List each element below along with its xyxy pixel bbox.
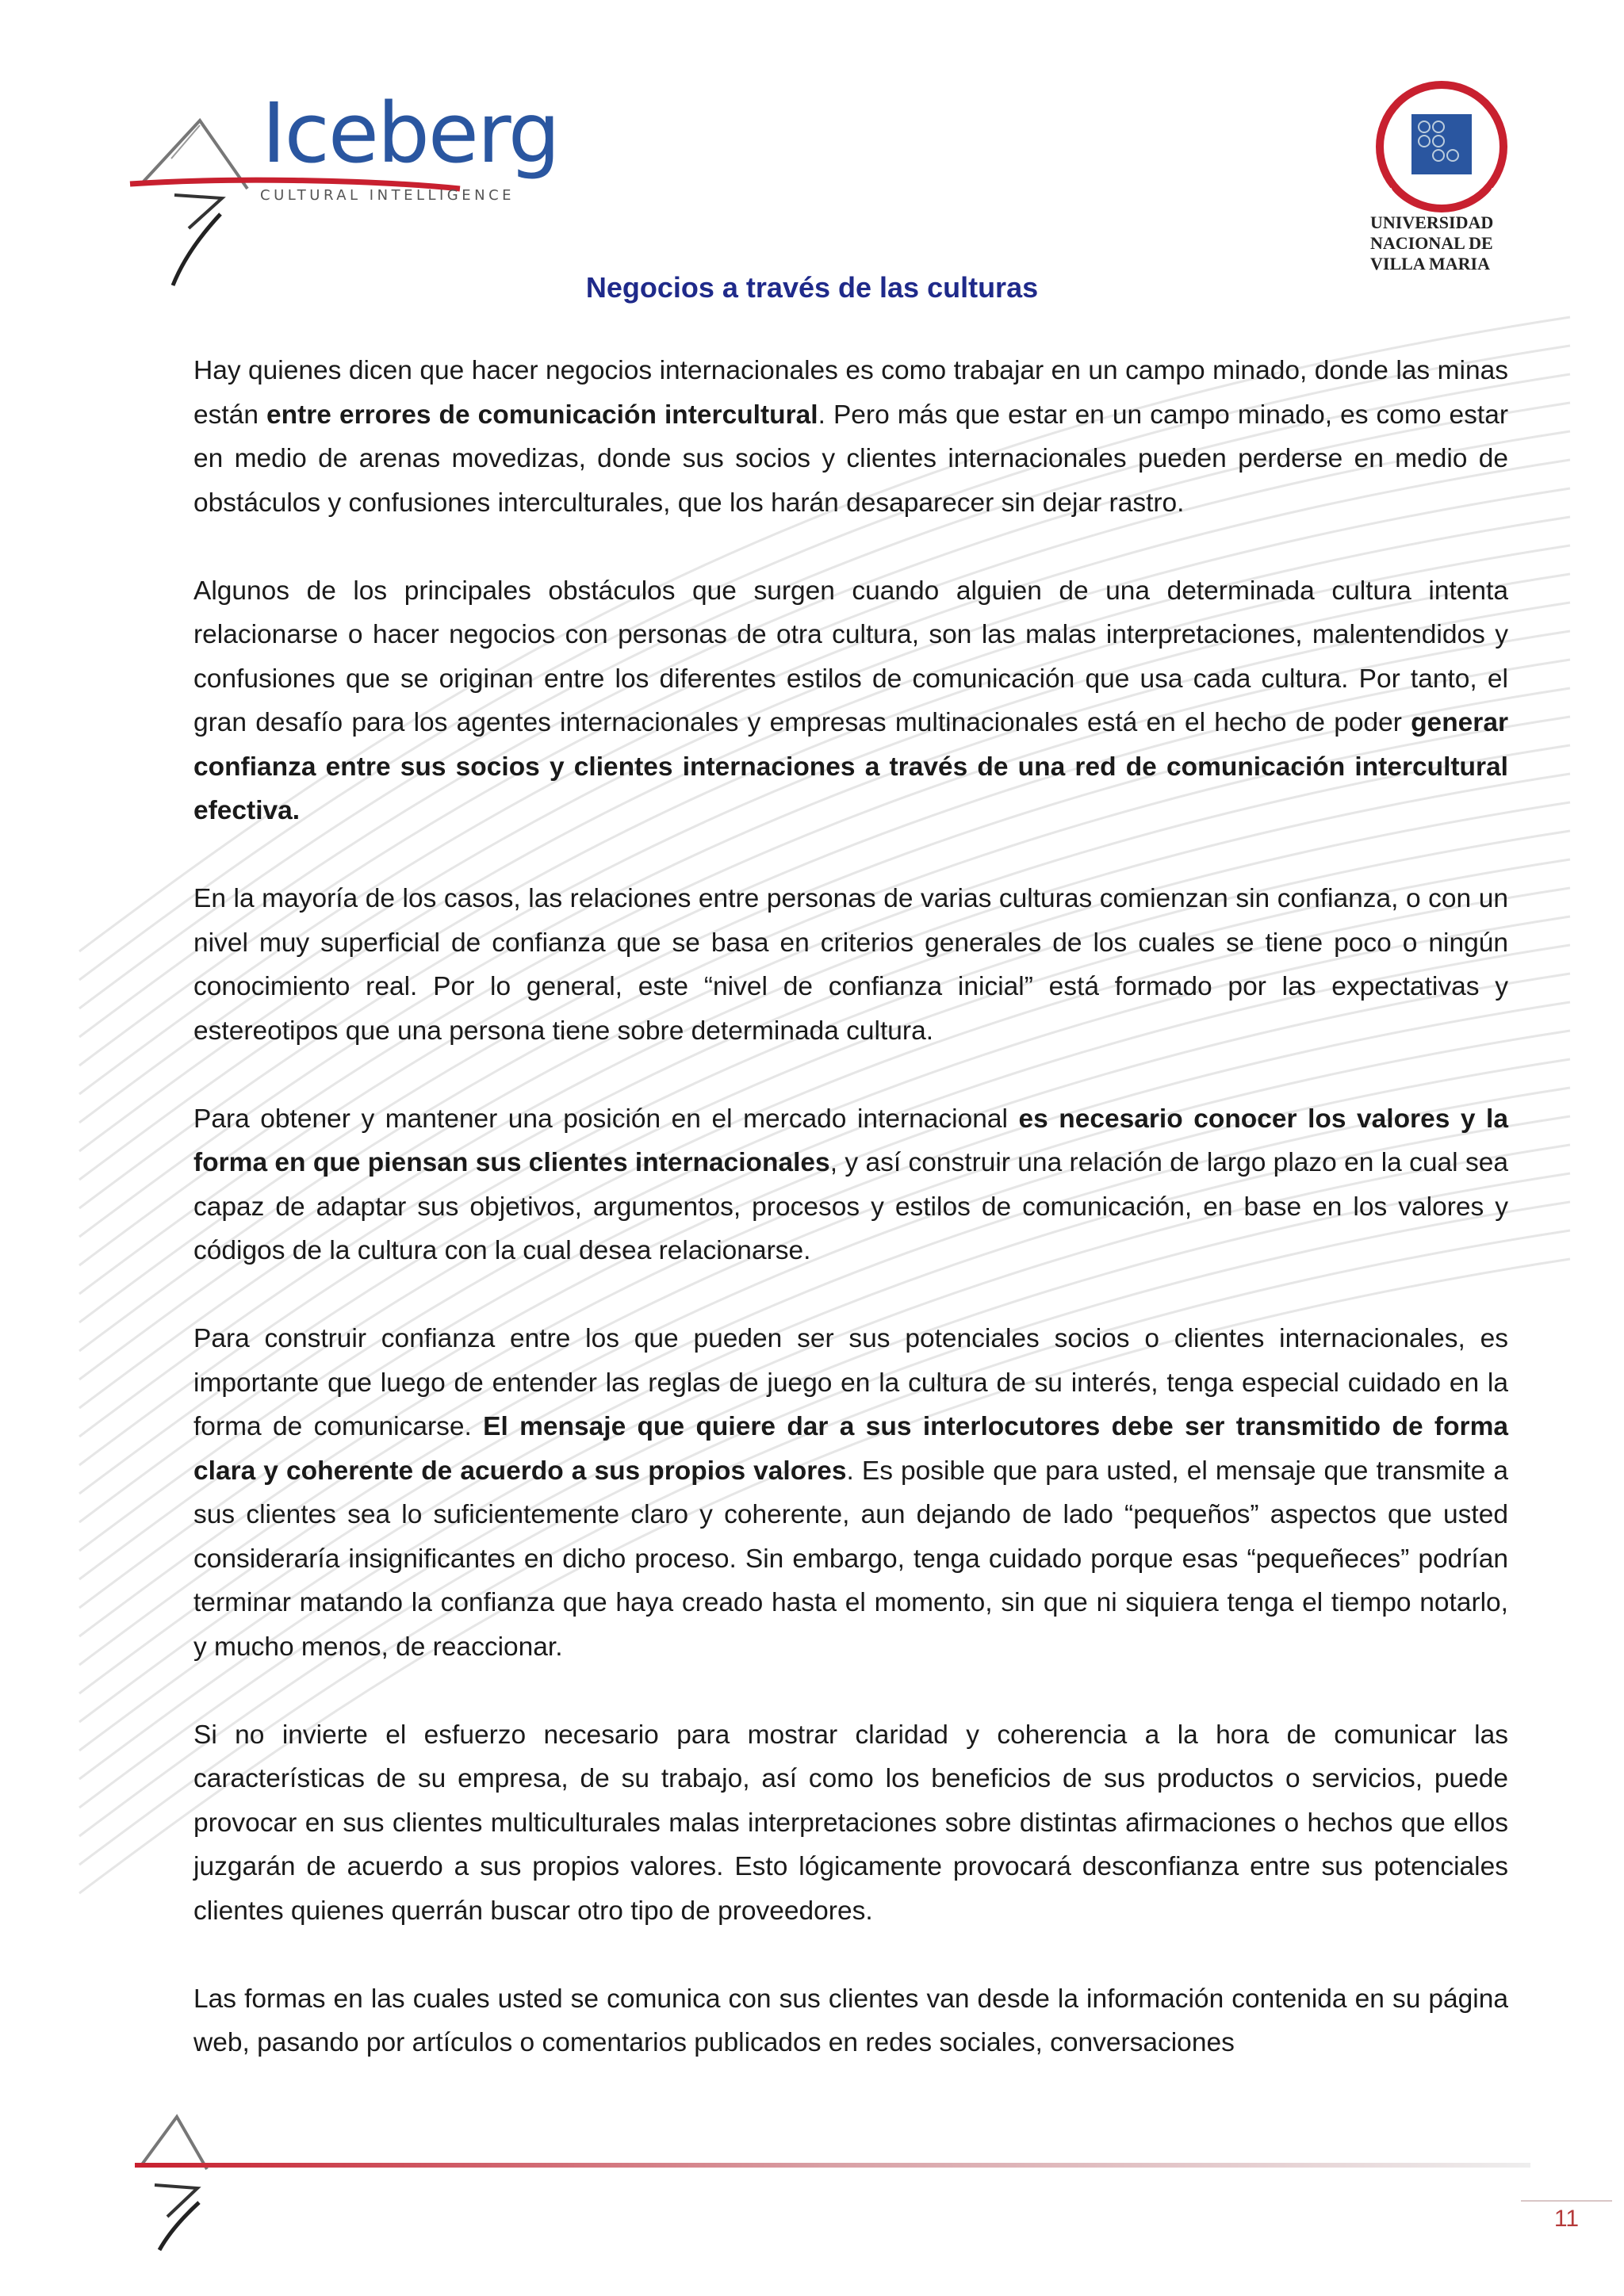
university-seal-icon — [1362, 79, 1521, 214]
iceberg-logo — [127, 85, 559, 301]
paragraph — [193, 1977, 1508, 2065]
bold-text: El mensaje que quiere dar a sus interlocutores debe ser transmitido de forma clara y coherente de acuerdo a sus propios valores — [193, 1412, 1508, 1486]
text-run: Si no invierte el esfuerzo necesario para mostrar claridad y coherencia a la hora de comunicar las características de su empresa, de su trabajo, así como los beneficios de sus productos o servicios, puede provocar en sus clientes multiculturales malas interpretaciones sobre distintas afirmaciones o hechos que ellos juzgarán de acuerdo a sus propios valores. Esto lógicamente provocará desconfianza entre sus potenciales clientes quienes querrán buscar otro tipo de proveedores. — [193, 1720, 1508, 1926]
university-name-line: VILLA MARIA — [1370, 254, 1490, 274]
page-number-rule — [1521, 2200, 1612, 2202]
university-logo — [1362, 79, 1521, 277]
paragraph — [193, 1097, 1508, 1273]
bold-text: generar confianza entre sus socios y clientes internaciones a través de una red de comunicación intercultural efectiva. — [193, 708, 1508, 825]
document-title: Negocios a través de las culturas — [585, 271, 1039, 304]
text-run: . Es posible que para usted, el mensaje que transmite a sus clientes sea lo suficientemente claro y coherente, aun dejando de lado “pequeños” aspectos que usted consideraría insignificantes en dicho proceso. Sin embargo, tenga cuidado porque esas “pequeñeces” podrían terminar matando la confianza que haya creado hasta el momento, sin que ni siquiera tenga el tiempo notarlo, y mucho menos, de reaccionar. — [193, 1456, 1508, 1662]
text-run: Las formas en las cuales usted se comunica con sus clientes van desde la información contenida en su página web, pasando por artículos o comentarios publicados en redes sociales, conversaciones — [193, 1984, 1508, 2057]
text-run: En la mayoría de los casos, las relaciones entre personas de varias culturas comienzan sin confianza, o con un nivel muy superficial de confianza que se basa en criterios generales de los cuales se tiene poco o ningún conocimiento real. Por lo general, este “nivel de confianza inicial” está formado por las expectativas y estereotipos que una persona tiene sobre determinada cultura. — [193, 884, 1508, 1046]
page-number: 11 — [1553, 2206, 1580, 2232]
paragraph — [193, 1317, 1508, 1669]
iceberg-tagline: CULTURAL INTELLIGENCE — [260, 187, 515, 204]
iceberg-wordmark: Iceberg — [262, 85, 559, 182]
university-name-line: NACIONAL DE — [1370, 233, 1493, 253]
paragraph — [193, 1713, 1508, 1934]
bold-text: entre errores de comunicación intercultural — [266, 400, 818, 430]
document-body — [193, 349, 1508, 2109]
text-run: Para construir confianza entre los que pueden ser sus potenciales socios o clientes internacionales, es importante que luego de entender las reglas de juego en la cultura de su interés, tenga especial cuidado en la forma de comunicarse. — [193, 1324, 1508, 1441]
footer-iceberg-mark-icon — [131, 2109, 242, 2252]
text-run: Hay quienes dicen que hacer negocios internacionales es como trabajar en un campo minado, donde las minas están — [193, 356, 1508, 430]
university-name-line: UNIVERSIDAD — [1370, 212, 1494, 232]
text-run: . Pero más que estar en un campo minado, es como estar en medio de arenas movedizas, donde sus socios y clientes internacionales pueden perderse en medio de obstáculos y confusiones interculturales, que los harán desaparecer sin dejar rastro. — [193, 400, 1508, 518]
footer-divider — [135, 2163, 1530, 2168]
bold-text: es necesario conocer los valores y la forma en que piensan sus clientes internacionales — [193, 1104, 1509, 1177]
paragraph — [193, 569, 1508, 833]
paragraph — [193, 349, 1508, 525]
university-name — [1370, 212, 1529, 274]
text-run: Para obtener y mantener una posición en el mercado internacional — [193, 1104, 1019, 1134]
text-run: , y así construir una relación de largo plazo en la cual sea capaz de adaptar sus objetivos, argumentos, procesos y estilos de comunicación, en base en los valores y códigos de la cultura con la cual desea relacionarse. — [193, 1148, 1508, 1265]
paragraph — [193, 877, 1508, 1053]
text-run: Algunos de los principales obstáculos que surgen cuando alguien de una determinada cultura intenta relacionarse o hacer negocios con personas de otra cultura, son las malas interpretaciones, malentendidos y confusiones que se originan entre los diferentes estilos de comunicación que usa cada cultura. Por tanto, el gran desafío para los agentes internacionales y empresas multinacionales está en el hecho de poder — [193, 576, 1508, 737]
